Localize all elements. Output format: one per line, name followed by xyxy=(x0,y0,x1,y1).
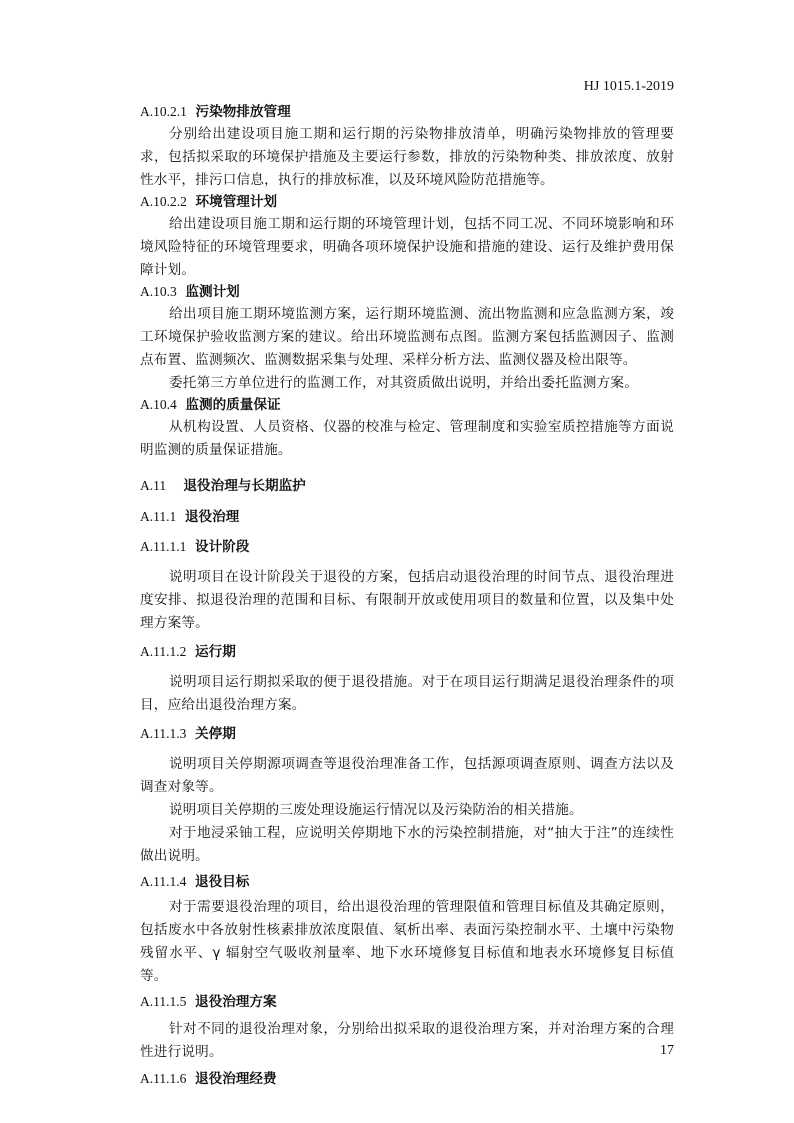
section-heading xyxy=(140,396,674,414)
section-number: A.10.4 xyxy=(140,397,177,412)
section-title: 退役目标 xyxy=(195,874,250,890)
chapter-heading xyxy=(140,477,674,495)
standard-code: HJ 1015.1-2019 xyxy=(583,79,674,94)
paragraph: 说明项目关停期源项调查等退役治理准备工作，包括源项调查原则、调查方法以及调查对象等。 xyxy=(140,756,674,795)
section-title: 退役治理 xyxy=(184,509,240,525)
section-number: A.11.1.6 xyxy=(140,1071,187,1086)
section-title: 退役治理经费 xyxy=(195,1071,277,1087)
section-heading xyxy=(140,508,674,526)
section-heading xyxy=(140,993,674,1011)
paragraph: 对于需要退役治理的项目，给出退役治理的管理限值和管理目标值及其确定原则，包括废水中各放射性核素排放浓度限值、氡析出率、表面污染控制水平、土壤中污染物残留水平、γ 辐射空气吸收剂量率、地下水环境修复目标值和地表水环境修复目标值等。 xyxy=(140,899,674,984)
section-title: 退役治理与长期监护 xyxy=(183,478,306,494)
paragraph: 说明项目在设计阶段关于退役的方案，包括启动退役治理的时间节点、退役治理进度安排、拟退役治理的范围和目标、有限制开放或使用项目的数量和位置，以及集中处理方案等。 xyxy=(140,569,674,631)
section-number: A.11.1.5 xyxy=(140,994,187,1009)
section-title: 监测的质量保证 xyxy=(185,397,281,413)
section-number: A.11.1.3 xyxy=(140,726,187,741)
section-heading xyxy=(140,283,674,301)
section-title: 环境管理计划 xyxy=(195,194,278,210)
section-heading xyxy=(140,643,674,661)
section-number: A.11.1.4 xyxy=(140,874,187,889)
page-number: 17 xyxy=(660,1043,674,1058)
section-heading xyxy=(140,193,674,211)
section-title: 关停期 xyxy=(195,726,236,742)
paragraph: 针对不同的退役治理对象，分别给出拟采取的退役治理方案，并对治理方案的合理性进行说明。 xyxy=(140,1021,674,1060)
section-number: A.11.1.1 xyxy=(140,539,187,554)
section-number: A.10.2.2 xyxy=(140,194,187,209)
section-heading xyxy=(140,103,674,121)
section-number: A.11 xyxy=(140,478,167,493)
section-heading xyxy=(140,1070,674,1088)
section-heading xyxy=(140,725,674,743)
paragraph: 说明项目运行期拟采取的便于退役措施。对于在项目运行期满足退役治理条件的项目，应给出退役治理方案。 xyxy=(140,674,674,713)
paragraph: 分别给出建设项目施工期和运行期的污染物排放清单，明确污染物排放的管理要求，包括拟采取的环境保护措施及主要运行参数，排放的污染物种类、排放浓度、放射性水平，排污口信息，执行的排放标准，以及环境风险防范措施等。 xyxy=(140,126,674,188)
section-title: 设计阶段 xyxy=(195,539,250,555)
paragraph: 对于地浸采铀工程，应说明关停期地下水的污染控制措施，对“抽大于注”的连续性做出说明。 xyxy=(140,825,674,864)
section-heading xyxy=(140,873,674,891)
paragraph: 说明项目关停期的三废处理设施运行情况以及污染防治的相关措施。 xyxy=(169,802,583,818)
document-body xyxy=(140,103,674,1088)
section-title: 监测计划 xyxy=(185,284,240,300)
paragraph: 委托第三方单位进行的监测工作，对其资质做出说明，并给出委托监测方案。 xyxy=(169,375,638,391)
section-title: 退役治理方案 xyxy=(195,994,277,1010)
section-title: 污染物排放管理 xyxy=(195,104,291,120)
section-number: A.11.1 xyxy=(140,509,177,524)
paragraph: 给出建设项目施工期和运行期的环境管理计划，包括不同工况、不同环境影响和环境风险特征的环境管理要求，明确各项环境保护设施和措施的建设、运行及维护费用保障计划。 xyxy=(140,216,674,278)
paragraph: 从机构设置、人员资格、仪器的校准与检定、管理制度和实验室质控措施等方面说明监测的质量保证措施。 xyxy=(140,419,674,458)
section-heading xyxy=(140,538,674,556)
section-number: A.10.3 xyxy=(140,284,177,299)
section-number: A.11.1.2 xyxy=(140,644,187,659)
paragraph: 给出项目施工期环境监测方案，运行期环境监测、流出物监测和应急监测方案，竣工环境保护验收监测方案的建议。给出环境监测布点图。监测方案包括监测因子、监测点布置、监测频次、监测数据采集与处理、采样分析方法、监测仪器及检出限等。 xyxy=(140,306,674,368)
section-number: A.10.2.1 xyxy=(140,104,187,119)
section-title: 运行期 xyxy=(195,644,236,660)
